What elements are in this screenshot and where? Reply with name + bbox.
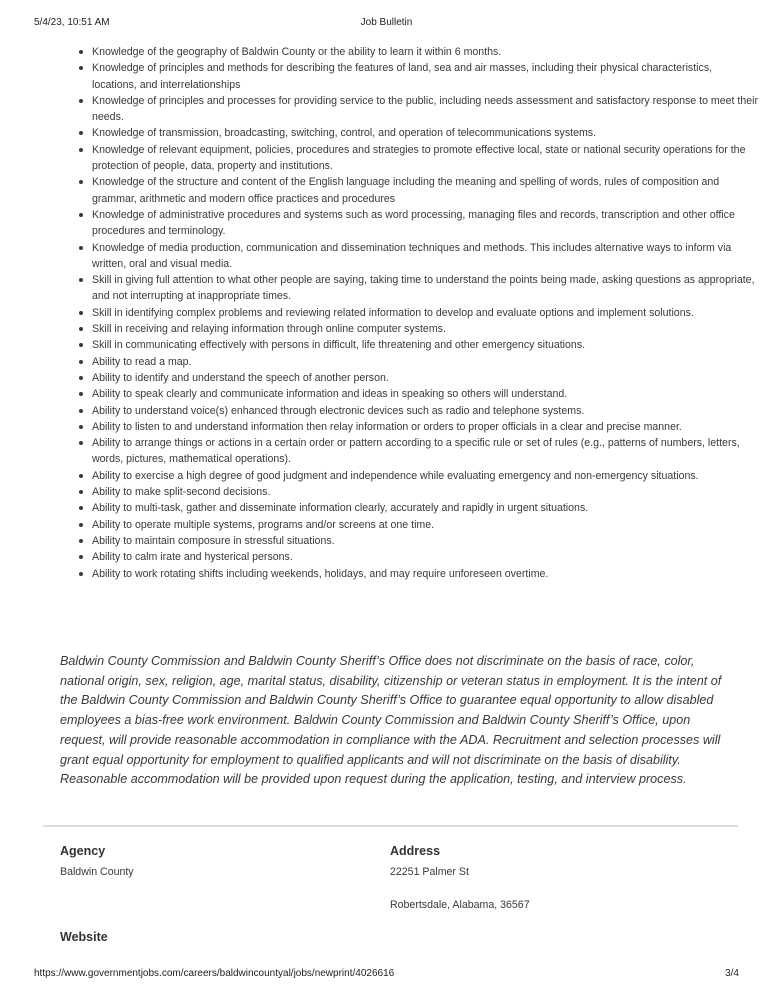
skill-list-item: Ability to understand voice(s) enhanced through electronic devices such as radio and telephone systems. — [92, 403, 758, 419]
skill-list-item: Ability to speak clearly and communicate information and ideas in speaking so others will understand. — [92, 386, 758, 402]
skill-list-item: Knowledge of media production, communication and dissemination techniques and methods. This includes alternative ways to inform via written, oral and visual media. — [92, 240, 758, 273]
document-title: Job Bulletin — [360, 17, 413, 28]
skill-list-item: Knowledge of transmission, broadcasting, switching, control, and operation of telecommunications systems. — [92, 125, 758, 141]
skills-list — [60, 44, 758, 582]
address-line-1: 22251 Palmer St — [390, 866, 469, 878]
page-number: 3/4 — [725, 968, 739, 979]
skill-list-item: Ability to make split-second decisions. — [92, 484, 758, 500]
skill-list-item: Ability to listen to and understand information then relay information or orders to proper officials in a clear and precise manner. — [92, 419, 758, 435]
print-footer — [34, 968, 739, 982]
skill-list-item: Knowledge of principles and methods for describing the features of land, sea and air masses, including their physical characteristics, locations, and interrelationships — [92, 60, 758, 93]
skill-list-item: Ability to maintain composure in stressful situations. — [92, 533, 758, 549]
agency-value: Baldwin County — [60, 866, 134, 878]
address-line-2: Robertsdale, Alabama, 36567 — [390, 899, 530, 911]
eeo-statement: Baldwin County Commission and Baldwin County Sheriff’s Office does not discriminate on the basis of race, color, national origin, sex, religion, age, marital status, disability, citizenship or veteran status in employment. It is the intent of the Baldwin County Commission and Baldwin County Sheriff’s Office to guarantee equal opportunity to allow disabled employees a bias-free work environment. Baldwin County Commission and Baldwin County Sheriff’s Office, upon request, will provide reasonable accommodation in compliance with the ADA. Recruitment and selection processes will grant equal opportunity for employment to qualified applicants and will not discriminate on the basis of disability. Reasonable accommodation will be provided upon request during the application, testing, and interview process. — [60, 654, 722, 787]
agency-label: Agency — [60, 844, 106, 858]
skill-list-item: Skill in communicating effectively with persons in difficult, life threatening and other emergency situations. — [92, 337, 758, 353]
skill-list-item: Ability to work rotating shifts including weekends, holidays, and may require unforeseen overtime. — [92, 566, 758, 582]
skill-list-item: Ability to arrange things or actions in a certain order or pattern according to a specific rule or set of rules (e.g., patterns of numbers, letters, words, pictures, mathematical operations). — [92, 435, 758, 468]
skill-list-item: Skill in receiving and relaying information through online computer systems. — [92, 321, 758, 337]
website-label: Website — [60, 930, 108, 944]
skill-list-item: Ability to read a map. — [92, 354, 758, 370]
skill-list-item: Skill in giving full attention to what other people are saying, taking time to understand the points being made, asking questions as appropriate, and not interrupting at inappropriate times. — [92, 272, 758, 305]
skill-list-item: Knowledge of principles and processes for providing service to the public, including needs assessment and satisfactory response to meet their needs. — [92, 93, 758, 126]
address-label: Address — [390, 844, 441, 858]
skill-list-item: Knowledge of the geography of Baldwin County or the ability to learn it within 6 months. — [92, 44, 758, 60]
skill-list-item: Knowledge of the structure and content of the English language including the meaning and spelling of words, rules of composition and grammar, arithmetic and modern office practices and procedures — [92, 174, 758, 207]
print-header — [34, 17, 739, 31]
skill-list-item: Ability to multi-task, gather and disseminate information clearly, accurately and rapidly in urgent situations. — [92, 500, 758, 516]
skill-list-item: Ability to identify and understand the speech of another person. — [92, 370, 758, 386]
skill-list-item: Ability to exercise a high degree of good judgment and independence while evaluating emergency and non-emergency situations. — [92, 468, 758, 484]
skill-list-item: Knowledge of relevant equipment, policies, procedures and strategies to promote effective local, state or national security operations for the protection of people, data, property and institutions. — [92, 142, 758, 175]
skill-list-item: Ability to operate multiple systems, programs and/or screens at one time. — [92, 517, 758, 533]
skill-list-item: Ability to calm irate and hysterical persons. — [92, 549, 758, 565]
skill-list-item: Knowledge of administrative procedures and systems such as word processing, managing files and records, transcription and other office procedures and terminology. — [92, 207, 758, 240]
skill-list-item: Skill in identifying complex problems and reviewing related information to develop and evaluate options and implement solutions. — [92, 305, 758, 321]
print-datetime: 5/4/23, 10:51 AM — [34, 17, 110, 28]
section-divider — [43, 825, 738, 827]
page-url: https://www.governmentjobs.com/careers/baldwincountyal/jobs/newprint/4026616 — [34, 968, 395, 979]
